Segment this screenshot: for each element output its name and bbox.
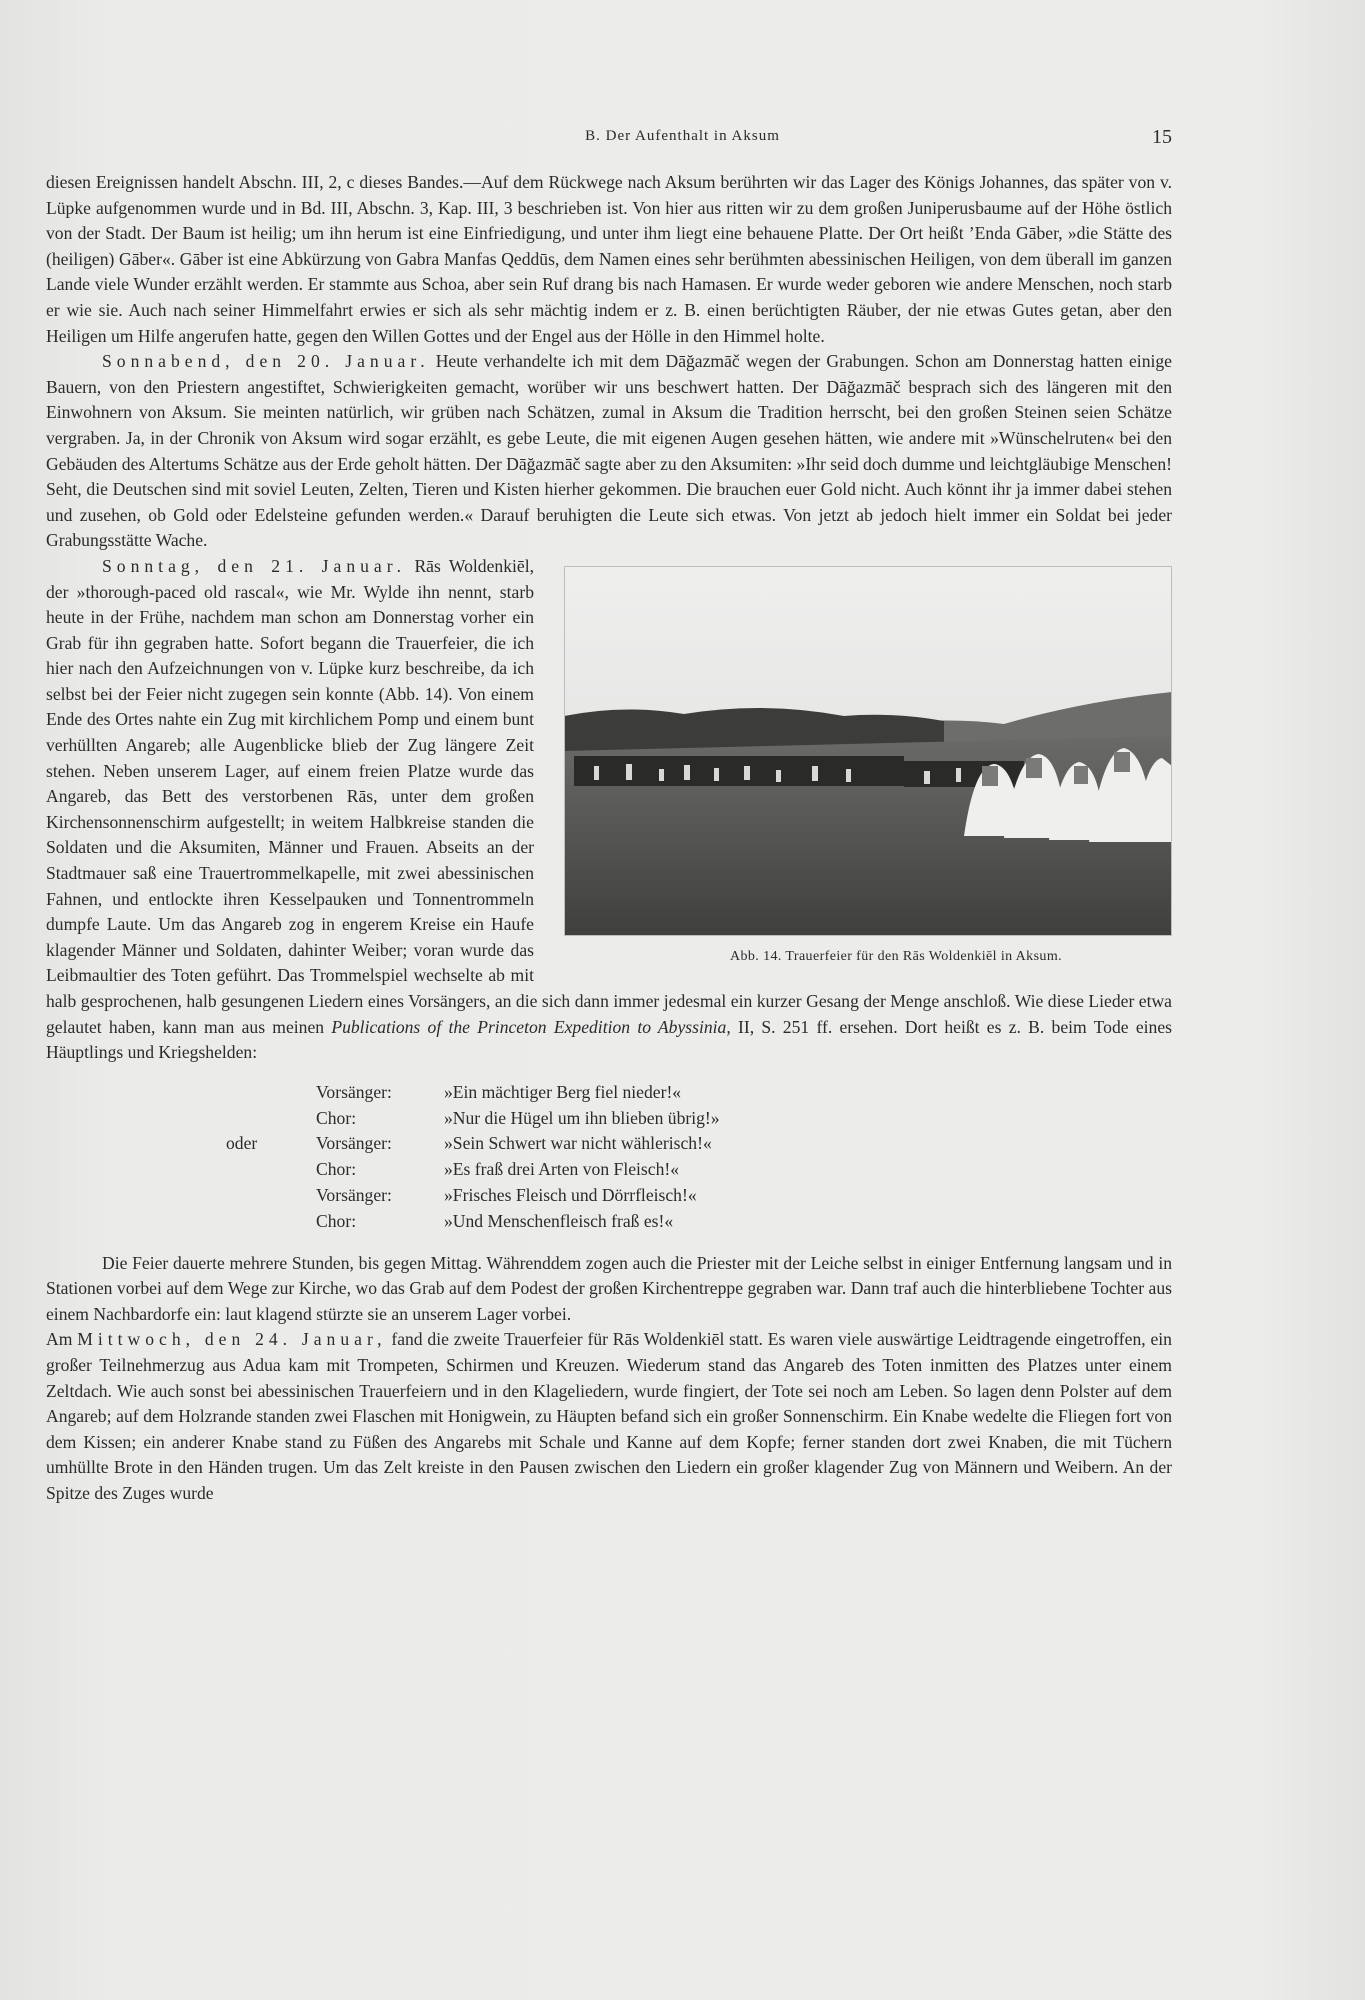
paragraph-2 <box>46 349 1172 554</box>
figure-abb-14 <box>564 566 1172 970</box>
verse-line: »Frisches Fleisch und Dörrfleisch!« <box>444 1184 697 1205</box>
verse-line: »Es fraß drei Arten von Fleisch!« <box>444 1159 680 1180</box>
paragraph-3 <box>46 554 1172 1066</box>
paragraph-3-text: Rās Woldenkiēl, der »thorough-paced old rascal«, wie Mr. Wylde ihn nennt, starb heute in der Frühe, nachdem man schon am Donnerstag vorher ein Grab für ihn gegraben hatte. Sofort begann die Trauerfeier, die ich hier nach den Aufzeichnungen von v. Lüpke kurz beschreibe, da ich selbst bei der Feier nicht zugegen sein konnte (Abb. 14). Von einem Ende des Ortes nahte ein Zug mit kirchlichem Pomp und einem bunt verhüllten Angareb; alle Augenblicke blieb der Zug längere Zeit stehen. Neben unserem Lager, auf einem freien Platze wurde das Angareb, das Bett des verstorbenen Rās, unter dem großen Kirchensonnenschirm aufgestellt; in weitem Halbkreise standen die Soldaten und die Aksumiten, Männer und Frauen. Abseits an der Stadtmauer saß eine Trauertrommelkapelle, mit zwei abessinischen Fahnen, und entlockte ihren Kesselpauken und Tonnentrommeln dumpfe Laute. Um das Angareb zog in engerem Kreise ein Haufe klagender Männer und Soldaten, dahinter Weiber; voran wurde das Leibmaultier des Toten geführt. Das Trommelspiel wechselte ab mit halb gesprochenen, halb gesungenen Liedern eines Vorsängers, an die sich dann immer jedesmal ein kurzer Gesang der Menge anschloß. Wie diese Lieder etwa gelautet haben, kann man aus meinen <box>46 555 1172 1037</box>
verse-line: »Sein Schwert war nicht wählerisch!« <box>444 1133 712 1154</box>
verse-row <box>46 1131 1172 1157</box>
date-heading: Mittwoch, den 24. Januar, <box>77 1329 387 1350</box>
verse-oder: oder <box>226 1133 258 1154</box>
body-text <box>46 170 1172 1507</box>
paragraph-5-text: fand die zweite Trauerfeier für Rās Woldenkiēl statt. Es waren viele auswärtige Leidtragende eingetroffen, ein großer Teilnehmerzug aus Adua kam mit Trompeten, Schirmen und Kreuzen. Wiederum stand das Angareb des Toten inmitten des Platzes unter einem Zeltdach. Wie auch sonst bei abessinischen Trauerfeiern und in den Klageliedern, wurde fingiert, der Tote sei noch am Leben. So lagen denn Polster auf dem Angareb; auf dem Holzrande standen zwei Flaschen mit Honigwein, zu Häupten befand sich ein großer Sonnenschirm. Ein Knabe wedelte die Fliegen fort von dem Kissen; ein anderer Knabe stand zu Füßen des Angarebs mit Schale und Kanne auf dem Kopfe; ferner standen dort zwei Knaben, die mit Tüchern umhüllte Brote in den Händen trugen. Um das Zelt kreiste in den Pausen zwischen den Liedern ein großer klagender Zug von Männern und Weibern. An der Spitze des Zuges wurde <box>46 1329 1172 1503</box>
lament-verses <box>46 1080 1172 1235</box>
verse-row <box>46 1183 1172 1209</box>
verse-role: Chor: <box>316 1107 357 1128</box>
date-heading: Sonntag, den 21. Januar. <box>102 555 407 576</box>
verse-line: »Ein mächtiger Berg fiel nieder!« <box>444 1081 682 1102</box>
paragraph-1: diesen Ereignissen handelt Abschn. III, 2, c dieses Bandes.—Auf dem Rückwege nach Aksum berührten wir das Lager des Königs Johannes, das später von v. Lüpke aufgenommen wurde und in Bd. III, Abschn. 3, Kap. III, 3 beschrieben ist. Von hier aus ritten wir zu dem großen Juniperusbaume auf der Höhe östlich von der Stadt. Der Baum ist heilig; um ihn herum ist eine Einfriedigung, und unter ihm liegt eine behauene Platte. Der Ort heißt ’Enda Gāber, »die Stätte des (heiligen) Gāber«. Gāber ist eine Abkürzung von Gabra Manfas Qeddūs, dem Namen eines sehr berühmten abessinischen Heiligen, von dem überall im ganzen Lande viele Wunder erzählt werden. Er stammte aus Schoa, aber sein Ruf drang bis nach Hamasen. Er wurde weder geboren wie andere Menschen, noch starb er wie sie. Auch nach seiner Himmelfahrt erwies er sich als sehr mächtig indem er z. B. einen berüchtigten Räuber, der nie etwas Gutes getan, aber den Heiligen um Hilfe angerufen hatte, gegen den Willen Gottes und der Engel aus der Hölle in den Himmel holte. <box>46 172 1172 346</box>
verse-role: Chor: <box>316 1210 357 1231</box>
paragraph-3-end: II, S. 251 ff. ersehen. Dort heißt es z. B. beim Tode eines Häuptlings und Kriegshelden: <box>46 1016 1172 1063</box>
figure-caption: Abb. 14. Trauerfeier für den Rās Woldenkiēl in Aksum. <box>729 948 1063 964</box>
page-header <box>0 128 1365 158</box>
page-number: 15 <box>1152 126 1172 148</box>
paragraph-2-text: Heute verhandelte ich mit dem Dāğazmāč wegen der Grabungen. Schon am Donnerstag hatten einige Bauern, von den Priestern angestiftet, Schwierigkeiten gemacht, worüber wir uns beschwert hatten. Der Dāğazmāč besprach sich des längeren mit den Einwohnern von Aksum. Sie meinten natürlich, wir grüben nach Schätzen, zumal in Aksum die Tradition herrscht, bei den großen Steinen seien Schätze vergraben. Ja, in der Chronik von Aksum wird sogar erzählt, es gebe Leute, die mit eigenen Augen gesehen hätten, wie andere mit »Wünschelruten« bei den Gebäuden des Altertums Schätze aus der Erde geholt hätten. Der Dāğazmāč sagte aber zu den Aksumiten: »Ihr seid doch dumme und leichtgläubige Menschen! Seht, die Deutschen sind mit soviel Leuten, Zelten, Tieren und Kisten hierher gekommen. Die brauchen euer Gold nicht. Auch könnt ihr ja immer dabei stehen und zusehen, ob Gold oder Edelsteine gefunden werden.« Darauf beruhigten die Leute sich etwas. Von jetzt ab jedoch hielt immer ein Soldat bei jeder Grabungsstätte Wache. <box>46 351 1172 551</box>
book-title: Publications of the Princeton Expedition to Abyssinia, <box>331 1016 731 1037</box>
paragraph-5 <box>46 1327 1172 1506</box>
paragraph-4: Die Feier dauerte mehrere Stunden, bis gegen Mittag. Währenddem zogen auch die Priester mit der Leiche selbst in einiger Entfernung langsam und in Stationen vorbei auf dem Wege zur Kirche, wo das Grab auf dem Podest der großen Kirchentreppe gegraben war. Dann traf auch die hinterbliebene Tochter aus einem Nachbardorfe ein: laut klagend stürzte sie an unserem Lager vorbei. <box>46 1252 1172 1324</box>
running-title: B. Der Aufenthalt in Aksum <box>585 128 780 144</box>
verse-row <box>46 1157 1172 1183</box>
verse-line: »Nur die Hügel um ihn blieben übrig!» <box>444 1107 720 1128</box>
verse-row <box>46 1106 1172 1132</box>
verse-role: Vorsänger: <box>316 1081 392 1102</box>
verse-line: »Und Menschenfleisch fraß es!« <box>444 1210 674 1231</box>
verse-role: Vorsänger: <box>316 1184 392 1205</box>
paragraph-5-lead: Am <box>46 1329 78 1350</box>
verse-row <box>46 1080 1172 1106</box>
date-heading: Sonnabend, den 20. Januar. <box>102 351 430 372</box>
verse-row <box>46 1209 1172 1235</box>
verse-role: Vorsänger: <box>316 1133 392 1154</box>
funeral-photo <box>564 566 1172 936</box>
verse-role: Chor: <box>316 1159 357 1180</box>
